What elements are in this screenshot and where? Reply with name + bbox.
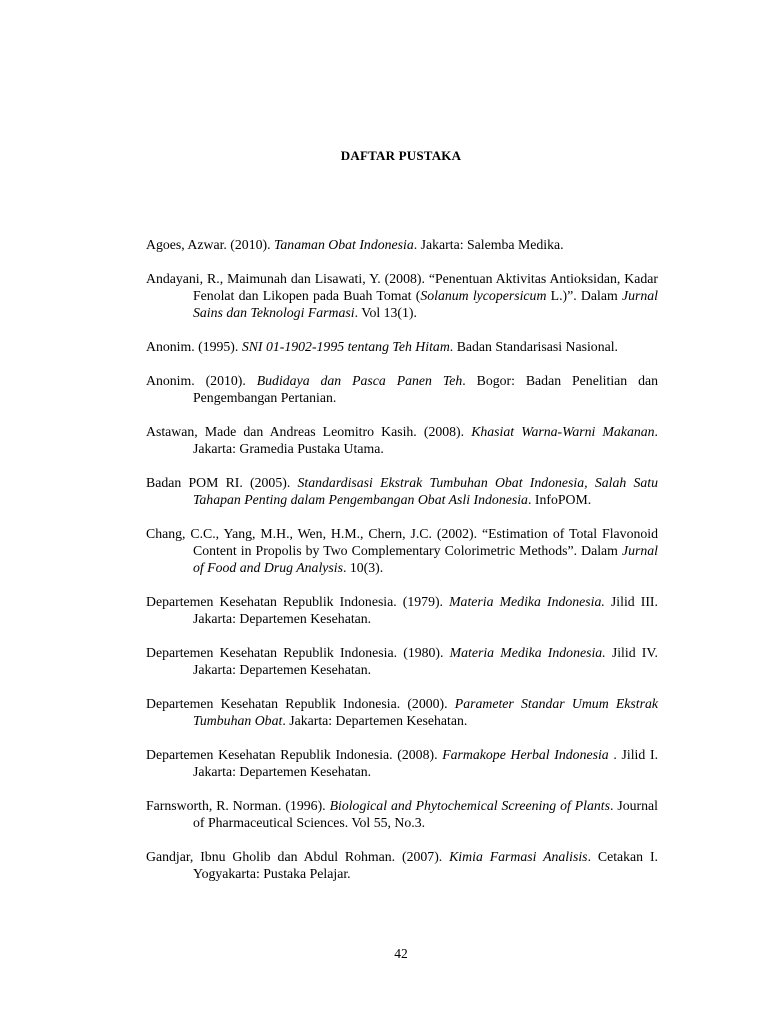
reference-text: L.)”. Dalam bbox=[546, 288, 622, 303]
reference-text: . Jakarta: Gramedia Pustaka Utama. bbox=[193, 424, 658, 456]
reference-entry bbox=[146, 525, 658, 576]
reference-title: SNI 01-1902-1995 tentang Teh Hitam bbox=[241, 339, 450, 354]
reference-title: Budidaya dan Pasca Panen Teh bbox=[256, 373, 463, 388]
reference-text: Departemen Kesehatan Republik Indonesia. (2000). bbox=[146, 696, 455, 711]
reference-title: Kimia Farmasi Analisis bbox=[449, 849, 588, 864]
reference-entry bbox=[146, 644, 658, 678]
reference-entry bbox=[146, 695, 658, 729]
reference-text: Chang, C.C., Yang, M.H., Wen, H.M., Chern, J.C. (2002). “Estimation of Total Flavonoid Content in Propolis by Two Complementary Colorimetric Methods”. Dalam bbox=[146, 526, 658, 558]
reference-text: Anonim. (2010). bbox=[146, 373, 257, 388]
reference-text: . Bogor: Badan Penelitian dan Pengembangan Pertanian. bbox=[193, 373, 658, 405]
reference-text: Jilid IV. Jakarta: Departemen Kesehatan. bbox=[193, 645, 658, 677]
reference-text: Farnsworth, R. Norman. (1996). bbox=[146, 798, 330, 813]
reference-entry bbox=[146, 797, 658, 831]
reference-title: Biological and Phytochemical Screening of Plants bbox=[329, 798, 611, 813]
reference-text: Badan POM RI. (2005). bbox=[146, 475, 298, 490]
reference-entry bbox=[146, 270, 658, 321]
reference-text: Astawan, Made dan Andreas Leomitro Kasih. (2008). bbox=[146, 424, 472, 439]
reference-text: . Jilid I. Jakarta: Departemen Kesehatan. bbox=[193, 747, 659, 779]
reference-title: Tanaman Obat Indonesia bbox=[273, 237, 414, 252]
page-number: 42 bbox=[394, 946, 408, 961]
reference-text: Agoes, Azwar. (2010). bbox=[146, 237, 274, 252]
reference-text: . Jakarta: Salemba Medika. bbox=[413, 237, 564, 252]
reference-title: Standardisasi Ekstrak Tumbuhan Obat Indonesia, Salah Satu Tahapan Penting dalam Pengembangan Obat Asli Indonesia bbox=[193, 475, 658, 507]
reference-entry bbox=[146, 338, 658, 355]
reference-text: Departemen Kesehatan Republik Indonesia. (2008). bbox=[146, 747, 443, 762]
reference-entry bbox=[146, 474, 658, 508]
reference-title: Materia Medika Indonesia. bbox=[449, 594, 605, 609]
reference-title: Solanum lycopersicum bbox=[420, 288, 547, 303]
reference-text: . Jakarta: Departemen Kesehatan. bbox=[282, 713, 468, 728]
reference-title: Farmakope Herbal Indonesia bbox=[442, 747, 609, 762]
reference-text: . Vol 13(1). bbox=[354, 305, 417, 320]
reference-text: Departemen Kesehatan Republik Indonesia. (1980). bbox=[146, 645, 450, 660]
reference-entry bbox=[146, 372, 658, 406]
reference-entry bbox=[146, 746, 658, 780]
reference-entry bbox=[146, 593, 658, 627]
reference-entry bbox=[146, 848, 658, 882]
reference-entry bbox=[146, 423, 658, 457]
reference-text: . InfoPOM. bbox=[527, 492, 592, 507]
reference-text: . Cetakan I. Yogyakarta: Pustaka Pelajar. bbox=[193, 849, 658, 881]
reference-text: . Journal of Pharmaceutical Sciences. Vol 55, No.3. bbox=[193, 798, 659, 830]
reference-text: Jilid III. Jakarta: Departemen Kesehatan. bbox=[193, 594, 658, 626]
reference-text: . Badan Standarisasi Nasional. bbox=[449, 339, 619, 354]
reference-text: Andayani, R., Maimunah dan Lisawati, Y. (2008). “Penentuan Aktivitas Antioksidan, Kadar Fenolat dan Likopen pada Buah Tomat ( bbox=[146, 271, 658, 303]
reference-title: Khasiat Warna-Warni Makanan bbox=[471, 424, 655, 439]
reference-entry bbox=[146, 236, 658, 253]
reference-journal: Jurnal Sains dan Teknologi Farmasi bbox=[193, 288, 658, 320]
reference-title: Materia Medika Indonesia. bbox=[449, 645, 606, 660]
reference-list bbox=[146, 236, 658, 899]
reference-journal: Jurnal of Food and Drug Analysis bbox=[193, 543, 658, 575]
reference-text: Departemen Kesehatan Republik Indonesia. (1979). bbox=[146, 594, 450, 609]
reference-title: Parameter Standar Umum Ekstrak Tumbuhan Obat bbox=[193, 696, 658, 728]
reference-text: Gandjar, Ibnu Gholib dan Abdul Rohman. (2007). bbox=[146, 849, 450, 864]
page-title: DAFTAR PUSTAKA bbox=[340, 148, 462, 163]
reference-text: Anonim. (1995). bbox=[146, 339, 242, 354]
reference-text: . 10(3). bbox=[342, 560, 384, 575]
